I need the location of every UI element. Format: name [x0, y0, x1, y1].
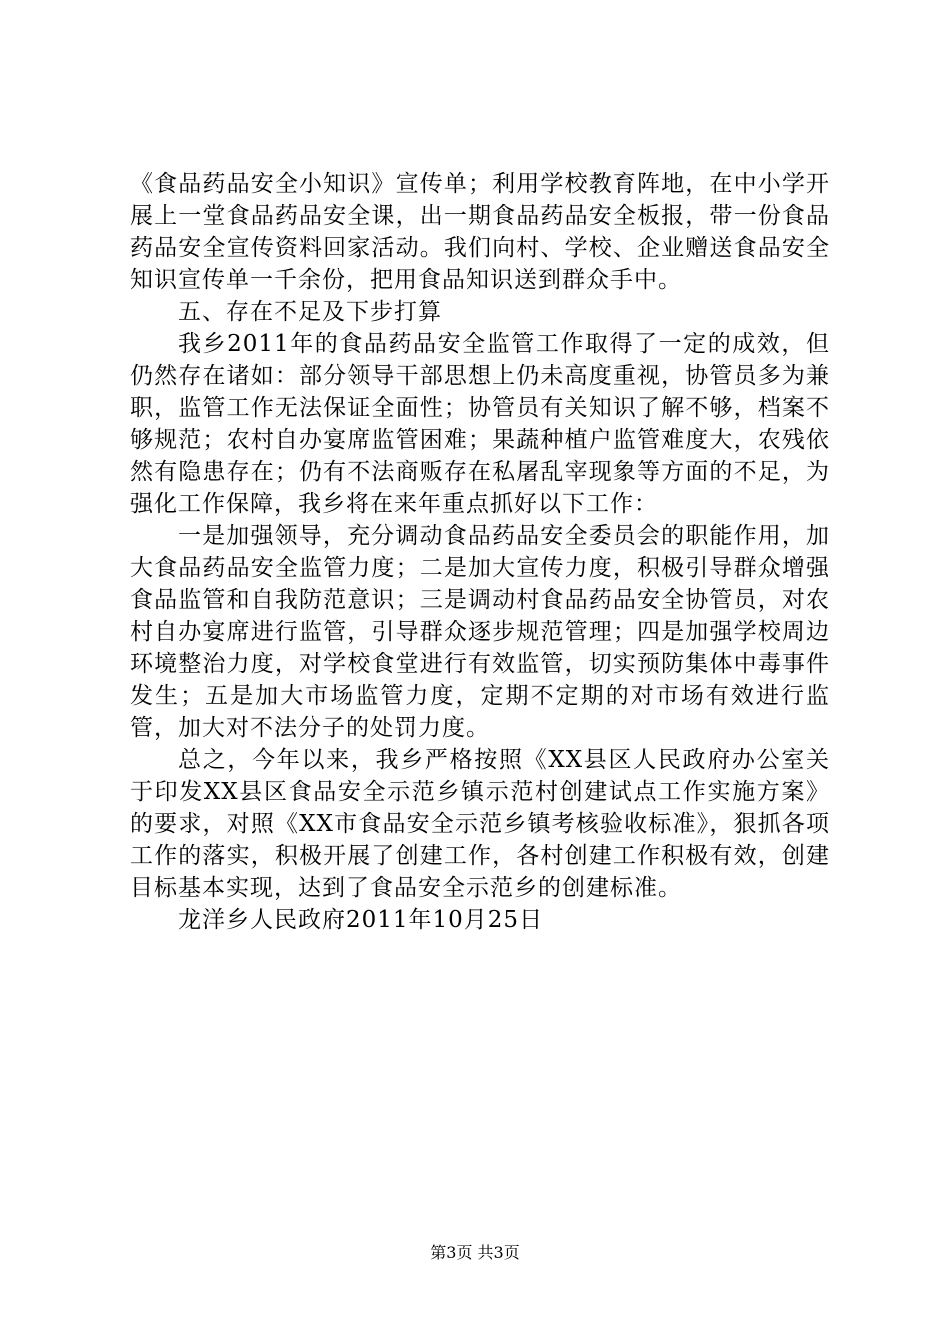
- paragraph-publicity: 《食品药品安全小知识》宣传单；利用学校教育阵地，在中小学开展上一堂食品药品安全课，出一期食品药品安全板报，带一份食品药品安全宣传资料回家活动。我们向村、学校、企业赠送食品安全知识宣传单一千余份，把用食品知识送到群众手中。: [130, 171, 830, 293]
- paragraph-shortcomings: 我乡2011年的食品药品安全监管工作取得了一定的成效，但仍然存在诸如：部分领导干部思想上仍未高度重视，协管员多为兼职，监管工作无法保证全面性；协管员有关知识了解不够，档案不够规范；农村自办宴席监管困难；果蔬种植户监管难度大，农残依然有隐患存在；仍有不法商贩存在私屠乱宰现象等方面的不足，为强化工作保障，我乡将在来年重点抓好以下工作：: [130, 331, 830, 517]
- page-number: 第3页 共3页: [430, 1243, 520, 1262]
- paragraph-summary: 总之，今年以来，我乡严格按照《XX县区人民政府办公室关于印发XX县区食品安全示范乡镇示范村创建试点工作实施方案》的要求，对照《XX市食品安全示范乡镇考核验收标准》，狠抓各项工作的落实，积极开展了创建工作，各村创建工作积极有效，创建目标基本实现，达到了食品安全示范乡的创建标准。: [130, 747, 830, 901]
- paragraph-plans: 一是加强领导，充分调动食品药品安全委员会的职能作用，加大食品药品安全监管力度；二是加大宣传力度，积极引导群众增强食品监管和自我防范意识；三是调动村食品药品安全协管员，对农村自办宴席进行监管，引导群众逐步规范管理；四是加强学校周边环境整治力度，对学校食堂进行有效监管，切实预防集体中毒事件发生；五是加大市场监管力度，定期不定期的对市场有效进行监管，加大对不法分子的处罚力度。: [130, 523, 830, 741]
- document-body: [130, 168, 830, 936]
- section-heading: 五、存在不足及下步打算: [178, 299, 442, 325]
- signature-date: 龙洋乡人民政府2011年10月25日: [178, 907, 544, 933]
